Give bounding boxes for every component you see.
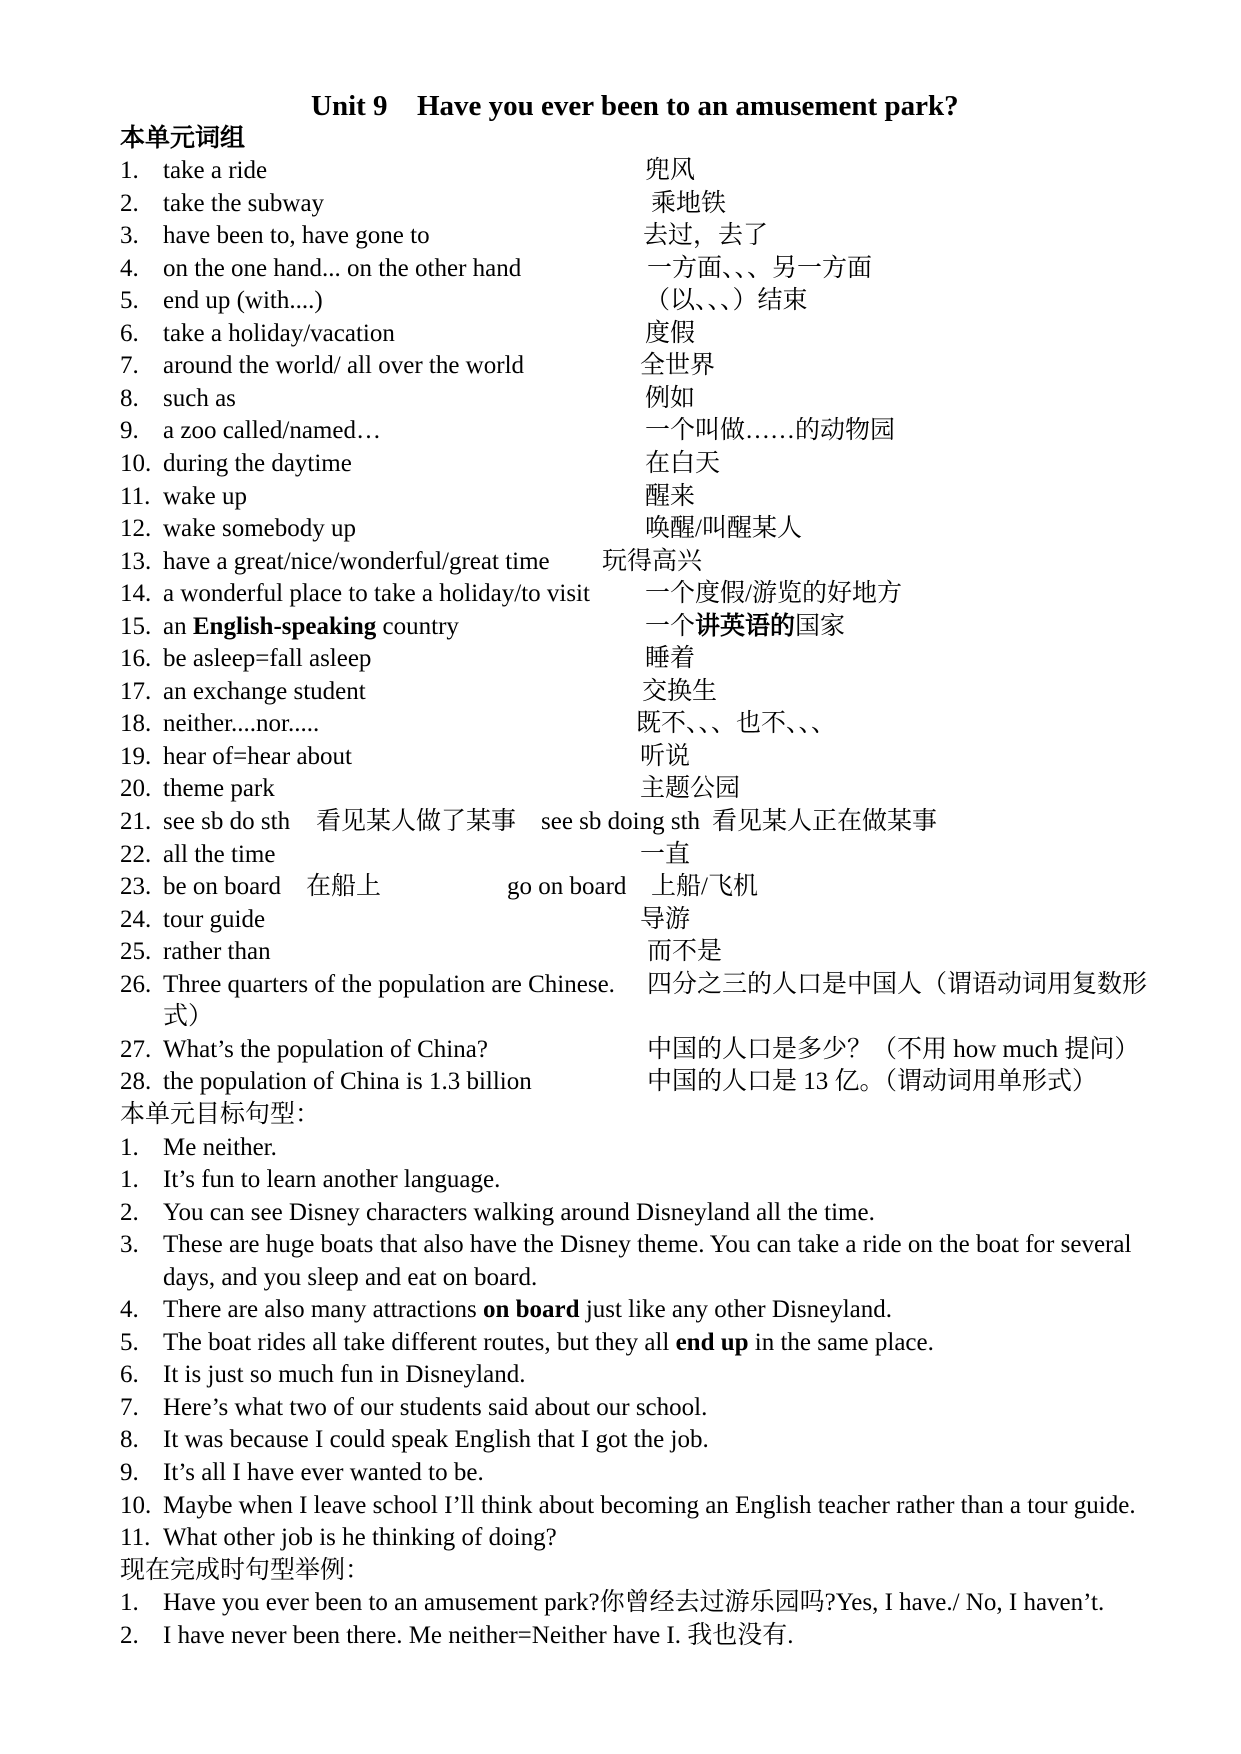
- item-number: 10.: [120, 1491, 152, 1519]
- phrase-row: [0, 415, 1241, 448]
- phrase-row: [0, 1066, 1241, 1099]
- item-number: 28.: [120, 1068, 152, 1096]
- phrase-row: [0, 643, 1241, 676]
- english-phrase: What’s the population of China?: [163, 1035, 488, 1063]
- sentence-text-bold: on board: [483, 1296, 580, 1324]
- english-phrase: all the time: [163, 840, 276, 868]
- sentence-row: [0, 1457, 1241, 1490]
- english-phrase: be asleep=fall asleep: [163, 645, 372, 673]
- chinese-meaning: 四分之三的人口是中国人（谓语动词用复数形: [647, 970, 1148, 998]
- item-number: 7.: [120, 1393, 139, 1421]
- sentence-text: These are huge boats that also have the Disney theme. You can take a ride on the boat for several: [163, 1231, 1132, 1259]
- chinese-meaning: [645, 611, 845, 644]
- english-phrase: Three quarters of the population are Chinese.: [163, 970, 615, 998]
- item-number: 2.: [120, 189, 139, 217]
- sentence-row: [0, 1132, 1241, 1165]
- chinese-meaning: 而不是: [647, 938, 723, 966]
- phrase-row: [0, 741, 1241, 774]
- phrase-row: [0, 773, 1241, 806]
- sentence-row: [0, 1294, 1241, 1327]
- chinese-meaning: 醒来: [645, 482, 696, 510]
- phrase-row: [0, 481, 1241, 514]
- sentence-row: [0, 1522, 1241, 1555]
- phrase-row: [0, 448, 1241, 481]
- item-number: 24.: [120, 905, 152, 933]
- item-number: 2.: [120, 1621, 139, 1649]
- sentence-row: [0, 1490, 1241, 1523]
- item-number: 5.: [120, 1328, 139, 1356]
- item-number: 20.: [120, 775, 152, 803]
- english-phrase: take a ride: [163, 157, 268, 185]
- item-number: 3.: [120, 222, 139, 250]
- phrase-row: [0, 904, 1241, 937]
- english-phrase: wake up: [163, 482, 247, 510]
- item-number: 23.: [120, 873, 152, 901]
- chinese-meaning: 既不、、、也不、、、: [636, 710, 837, 738]
- phrase-row: [0, 350, 1241, 383]
- sentence-text: Me neither.: [163, 1133, 277, 1161]
- item-number: 3.: [120, 1231, 139, 1259]
- item-number: 8.: [120, 1426, 139, 1454]
- sentence-text: You can see Disney characters walking around Disneyland all the time.: [163, 1198, 875, 1226]
- sentence-text: Here’s what two of our students said about our school.: [163, 1393, 708, 1421]
- sentence-text: It’s fun to learn another language.: [163, 1166, 501, 1194]
- item-number: 14.: [120, 580, 152, 608]
- phrase-row: [0, 676, 1241, 709]
- chinese-meaning-second: 上船/飞机: [651, 873, 758, 901]
- sentence-text: It’s all I have ever wanted to be.: [163, 1458, 484, 1486]
- chinese-meaning: 兜风: [645, 157, 696, 185]
- english-phrase: [163, 611, 459, 644]
- phrase-row: [0, 1034, 1241, 1067]
- english-phrase: be on board: [163, 873, 282, 901]
- english-phrase: such as: [163, 384, 236, 412]
- chinese-meaning: （以、、、）结束: [645, 287, 808, 315]
- chinese-meaning-start: 一个: [645, 612, 696, 640]
- english-phrase: have been to, have gone to: [163, 222, 430, 250]
- unit-label: Unit 9: [311, 90, 388, 122]
- item-number: 9.: [120, 1458, 139, 1486]
- chinese-meaning: 全世界: [640, 352, 716, 380]
- english-phrase: hear of=hear about: [163, 742, 353, 770]
- english-phrase-bold: English-speaking: [192, 612, 377, 640]
- english-phrase: the population of China is 1.3 billion: [163, 1068, 532, 1096]
- phrase-row: [0, 155, 1241, 188]
- chinese-meaning: 听说: [640, 742, 691, 770]
- item-number: 1.: [120, 1166, 139, 1194]
- phrase-row: [0, 969, 1241, 1002]
- item-number: 10.: [120, 450, 152, 478]
- item-number: 6.: [120, 319, 139, 347]
- phrase-row: [0, 513, 1241, 546]
- sentence-text: What other job is he thinking of doing?: [163, 1524, 557, 1552]
- english-phrase-end: country: [376, 612, 459, 640]
- sentence-row: [0, 1229, 1241, 1262]
- english-phrase: take a holiday/vacation: [163, 319, 395, 347]
- item-number: 16.: [120, 645, 152, 673]
- item-number: 21.: [120, 808, 152, 836]
- item-number: 8.: [120, 384, 139, 412]
- item-number: 25.: [120, 938, 152, 966]
- chinese-meaning: 玩得高兴: [602, 547, 703, 575]
- phrase-row: [0, 806, 1241, 839]
- example-text: Have you ever been to an amusement park?你曾经去过游乐园吗?Yes, I have./ No, I haven’t.: [163, 1589, 1105, 1617]
- chinese-meaning: 例如: [645, 384, 696, 412]
- item-number: 4.: [120, 1296, 139, 1324]
- chinese-meaning: 交换生: [642, 677, 718, 705]
- chinese-meaning: 睡着: [645, 645, 696, 673]
- english-phrase: a wonderful place to take a holiday/to visit: [163, 580, 590, 608]
- english-phrase-second: go on board: [507, 873, 627, 901]
- item-number: 9.: [120, 417, 139, 445]
- item-number: 13.: [120, 547, 152, 575]
- phrase-row-continued: [0, 1001, 1241, 1034]
- item-number: 11.: [120, 482, 151, 510]
- item-number: 18.: [120, 710, 152, 738]
- item-number: 1.: [120, 1133, 139, 1161]
- example-row: [0, 1587, 1241, 1620]
- english-phrase: theme park: [163, 775, 275, 803]
- item-number: 7.: [120, 352, 139, 380]
- title-text: Have you ever been to an amusement park?: [417, 90, 959, 122]
- sentence-row: [0, 1327, 1241, 1360]
- document-title: [0, 90, 1241, 123]
- item-number: 19.: [120, 742, 152, 770]
- english-phrase: on the one hand... on the other hand: [163, 254, 522, 282]
- item-number: 6.: [120, 1361, 139, 1389]
- item-number: 26.: [120, 970, 152, 998]
- sentence-row: [0, 1424, 1241, 1457]
- chinese-meaning: 中国的人口是 13 亿。（谓动词用单形式）: [647, 1068, 1098, 1096]
- section-heading-sentences: [0, 1099, 1241, 1132]
- english-phrase: rather than: [163, 938, 271, 966]
- item-number: 1.: [120, 157, 139, 185]
- item-number: 15.: [120, 612, 152, 640]
- example-row: [0, 1620, 1241, 1653]
- phrase-row: [0, 708, 1241, 741]
- sentence-text-bold: end up: [675, 1328, 749, 1356]
- chinese-meaning: 导游: [640, 905, 691, 933]
- section-heading-phrases: [0, 123, 1241, 156]
- section-heading: 本单元目标句型：: [120, 1100, 321, 1128]
- english-phrase: have a great/nice/wonderful/great time: [163, 547, 550, 575]
- sentence-text-start: The boat rides all take different routes, but they all: [163, 1328, 676, 1356]
- english-phrase: an exchange student: [163, 677, 366, 705]
- sentence-text-start: There are also many attractions: [163, 1296, 483, 1324]
- phrase-row: [0, 871, 1241, 904]
- item-number: 11.: [120, 1524, 151, 1552]
- sentence-row-continued: [0, 1262, 1241, 1295]
- phrase-row: [0, 318, 1241, 351]
- phrase-row: [0, 936, 1241, 969]
- chinese-meaning: 主题公园: [640, 775, 741, 803]
- sentence-row: [0, 1197, 1241, 1230]
- chinese-meaning: 一个叫做……的动物园: [645, 417, 896, 445]
- item-number: 12.: [120, 515, 152, 543]
- sentence-text: It is just so much fun in Disneyland.: [163, 1361, 526, 1389]
- chinese-meaning: 一方面、、、另一方面: [647, 254, 873, 282]
- sentence-text: Maybe when I leave school I’ll think about becoming an English teacher rather than a tour guide.: [163, 1491, 1136, 1519]
- chinese-meaning: 中国的人口是多少？（不用 how much 提问）: [647, 1035, 1140, 1063]
- phrase-row: [0, 220, 1241, 253]
- section-heading-examples: [0, 1555, 1241, 1588]
- english-phrase: take the subway: [163, 189, 325, 217]
- item-number: 2.: [120, 1198, 139, 1226]
- sentence-text: It was because I could speak English that I got the job.: [163, 1426, 709, 1454]
- item-number: 4.: [120, 254, 139, 282]
- sentence-row: [0, 1164, 1241, 1197]
- english-phrase: tour guide: [163, 905, 266, 933]
- english-phrase: see sb do sth: [163, 808, 291, 836]
- chinese-meaning: 一个度假/游览的好地方: [645, 580, 902, 608]
- sentence-text: [163, 1294, 892, 1327]
- chinese-meaning: 去过，去了: [643, 222, 769, 250]
- sentence-text-continued: days, and you sleep and eat on board.: [163, 1263, 538, 1291]
- chinese-meaning: 在船上: [306, 873, 382, 901]
- phrase-row: [0, 285, 1241, 318]
- chinese-meaning: 看见某人做了某事: [316, 808, 517, 836]
- english-phrase: end up (with....): [163, 287, 323, 315]
- sentence-row: [0, 1359, 1241, 1392]
- sentence-text-end: just like any other Disneyland.: [579, 1296, 893, 1324]
- english-phrase: during the daytime: [163, 450, 352, 478]
- sentence-text: [163, 1327, 934, 1360]
- section-heading: 本单元词组: [120, 124, 246, 152]
- item-number: 1.: [120, 1589, 139, 1617]
- chinese-meaning-bold: 讲英语的: [695, 612, 796, 640]
- phrase-row: [0, 611, 1241, 644]
- item-number: 5.: [120, 287, 139, 315]
- phrase-row: [0, 188, 1241, 221]
- phrase-row: [0, 578, 1241, 611]
- example-text: I have never been there. Me neither=Neither have I. 我也没有.: [163, 1621, 794, 1649]
- chinese-meaning: 一直: [640, 840, 691, 868]
- chinese-meaning: 乘地铁: [651, 189, 727, 217]
- english-phrase-second: see sb doing sth: [541, 808, 701, 836]
- document-body: [0, 90, 1241, 1652]
- chinese-meaning: 唤醒/叫醒某人: [645, 515, 802, 543]
- chinese-meaning: 在白天: [645, 450, 721, 478]
- english-phrase: neither....nor.....: [163, 710, 320, 738]
- english-phrase: around the world/ all over the world: [163, 352, 525, 380]
- english-phrase: a zoo called/named…: [163, 417, 381, 445]
- phrase-row: [0, 383, 1241, 416]
- item-number: 17.: [120, 677, 152, 705]
- chinese-meaning: 度假: [645, 319, 696, 347]
- item-number: 22.: [120, 840, 152, 868]
- item-number: 27.: [120, 1035, 152, 1063]
- sentence-row: [0, 1392, 1241, 1425]
- english-phrase: wake somebody up: [163, 515, 357, 543]
- sentence-text-end: in the same place.: [748, 1328, 934, 1356]
- chinese-meaning-continued: 式）: [163, 1003, 214, 1031]
- section-heading: 现在完成时句型举例：: [120, 1556, 371, 1584]
- phrase-row: [0, 546, 1241, 579]
- phrase-row: [0, 253, 1241, 286]
- chinese-meaning-second: 看见某人正在做某事: [712, 808, 938, 836]
- phrase-row: [0, 839, 1241, 872]
- english-phrase-start: an: [163, 612, 193, 640]
- chinese-meaning-end: 国家: [795, 612, 846, 640]
